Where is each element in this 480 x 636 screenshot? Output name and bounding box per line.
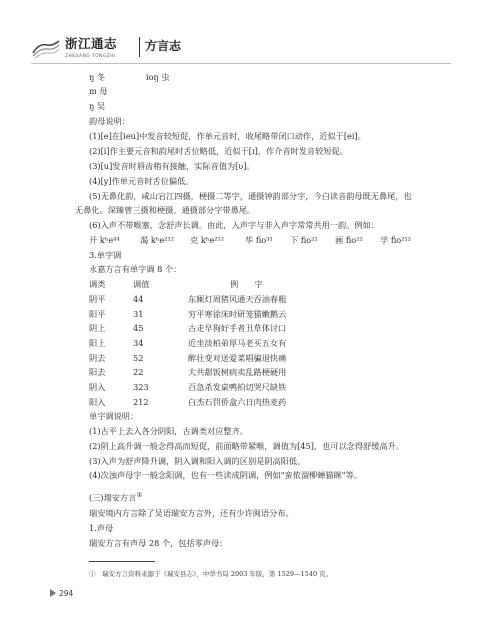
page-number: 294 — [59, 589, 74, 598]
vowel-note: (2)[i]作主要元音和韵尾时舌位略低，近似于[ɪ]，作介音时发音较短促。 — [89, 146, 348, 156]
example-item: 开 kʰe⁴⁴ — [89, 235, 120, 245]
example-item: 华 fio³¹ — [245, 235, 273, 245]
tone-note: (2)阴上高升调一般念得高而短促，前面略带紧喉，调值为[45]，也可以念得舒缓高升。 — [89, 441, 404, 451]
table-cell: 44 — [133, 294, 144, 304]
page-marker-icon — [50, 589, 56, 597]
table-cell: 45 — [133, 323, 144, 333]
table-header: 调类 — [89, 279, 106, 289]
example-item: 画 fio²² — [335, 235, 363, 245]
table-cell: 31 — [133, 309, 144, 319]
footnote-rule — [89, 561, 155, 562]
table-header: 调值 — [133, 279, 150, 289]
initial-row: ŋ 吴 — [89, 101, 106, 111]
table-cell: 34 — [133, 338, 144, 348]
vowel-note: (1)[e]在[ieu]中发音较短促，作单元音时，收尾略带闭口动作，近似于[ei]。 — [89, 131, 366, 141]
tone-note: (3)入声为舒声降升调，阴入调和阳入调的区别是阴高阳低。 — [89, 456, 306, 466]
tone-note: (4)次浊声母字一般念阳调，也有一些读成阴调，例如"蛮侬溜柳蝉猫眯"等。 — [89, 470, 362, 480]
table-cell: 醉壮变对送爱菜唱骗退快痛 — [188, 353, 287, 363]
vowel-note: (3)[u]发音时唇齿稍有接触，实际音值为[ʋ]。 — [89, 161, 255, 171]
table-cell: 阴去 — [89, 353, 106, 363]
vowel-note-continued: 无鼻化。深臻曾三摄和梗摄、通摄部分字带鼻尾。 — [75, 205, 256, 215]
table-cell: 212 — [133, 397, 149, 407]
page-header — [31, 33, 451, 65]
header-divider — [139, 37, 140, 57]
example-item: 学 fio²¹² — [380, 235, 412, 245]
footnote: ① 瑞安方言资料来源于《瑞安县志》，中华书局 2003 年版，第 1529—1540 页。 — [89, 570, 333, 578]
initial-row: m 母 — [89, 86, 108, 96]
tone-note: (1)古平上去入各分阴阳，古调类对应整齐。 — [89, 426, 248, 436]
initial-left: ŋ 冬 — [89, 72, 106, 82]
table-header: 例 字 — [230, 279, 263, 289]
section-title: 方言志 — [145, 39, 182, 53]
ruian-heading — [89, 491, 142, 503]
tone-heading: 3.单字调 — [89, 250, 122, 260]
table-cell: 阴上 — [89, 323, 106, 333]
example-item: 下 fio²² — [290, 235, 318, 245]
table-cell: 323 — [133, 382, 149, 392]
vowel-note: (4)[y]作单元音时舌位偏低。 — [89, 176, 194, 186]
page-footer — [50, 589, 73, 599]
tone-intro: 永嘉方言有单字调 8 个： — [89, 264, 182, 274]
footnote-marker[interactable]: ① — [136, 491, 143, 499]
vowel-note: (6)入声不带喉塞，念舒声长调。由此，入声字与非入声字常常共用一韵。例如： — [89, 220, 379, 230]
table-cell: 近坐淡柏弟厚马老买五女有 — [188, 338, 287, 348]
initial-row-right: ioŋ 虫 — [146, 72, 170, 82]
table-cell: 东厮灯周猪风通天吞油春粗 — [188, 294, 287, 304]
brand-subtitle: ZHEJIANG TONGZHI — [65, 53, 116, 58]
table-cell: 古走早狗好手者丑草体讨口 — [188, 323, 287, 333]
table-cell: 22 — [133, 367, 144, 377]
table-cell: 阳平 — [89, 309, 106, 319]
table-cell: 52 — [133, 353, 144, 363]
table-cell: 穷平寒徐床时研笼猫嫩鹅云 — [188, 309, 287, 319]
table-cell: 阴平 — [89, 294, 106, 304]
vowel-note: (5)无鼻化韵，咸山宕江四摄，梗摄二等字，通摄钟韵部分字，今白读音韵母既无鼻尾，也 — [89, 191, 412, 201]
table-cell: 百急杀发桌鸭拍切哭尺缺铁 — [188, 382, 287, 392]
header-rule — [31, 63, 451, 64]
ruian-heading-text: (三)瑞安方言 — [89, 492, 137, 503]
zhejiang-tongzhi-logo-icon — [31, 37, 61, 59]
table-cell: 阳入 — [89, 397, 106, 407]
table-cell: 大共甜饭树病卖乱路梗硬用 — [188, 367, 287, 377]
example-item: 渴 kʰe²¹² — [140, 235, 175, 245]
example-item: 克 kʰe²¹² — [190, 235, 225, 245]
brand-title: 浙江通志 — [65, 36, 118, 51]
table-cell: 阴入 — [89, 382, 106, 392]
ruian-intro: 瑞安境内方言除了吴语瑞安方言外，还有少许闽语分布。 — [89, 508, 294, 518]
ruian-count: 瑞安方言有声母 28 个，包括零声母： — [89, 538, 228, 548]
table-cell: 阳上 — [89, 338, 106, 348]
tone-notes-title: 单字调说明： — [89, 411, 139, 421]
ruian-subheading: 1.声母 — [89, 523, 114, 533]
initial-row — [89, 72, 105, 83]
table-cell: 白杰石罚侨盒六日肉热麦药 — [188, 397, 287, 407]
table-cell: 阳去 — [89, 367, 106, 377]
vowel-notes-title: 韵母说明： — [89, 116, 130, 126]
